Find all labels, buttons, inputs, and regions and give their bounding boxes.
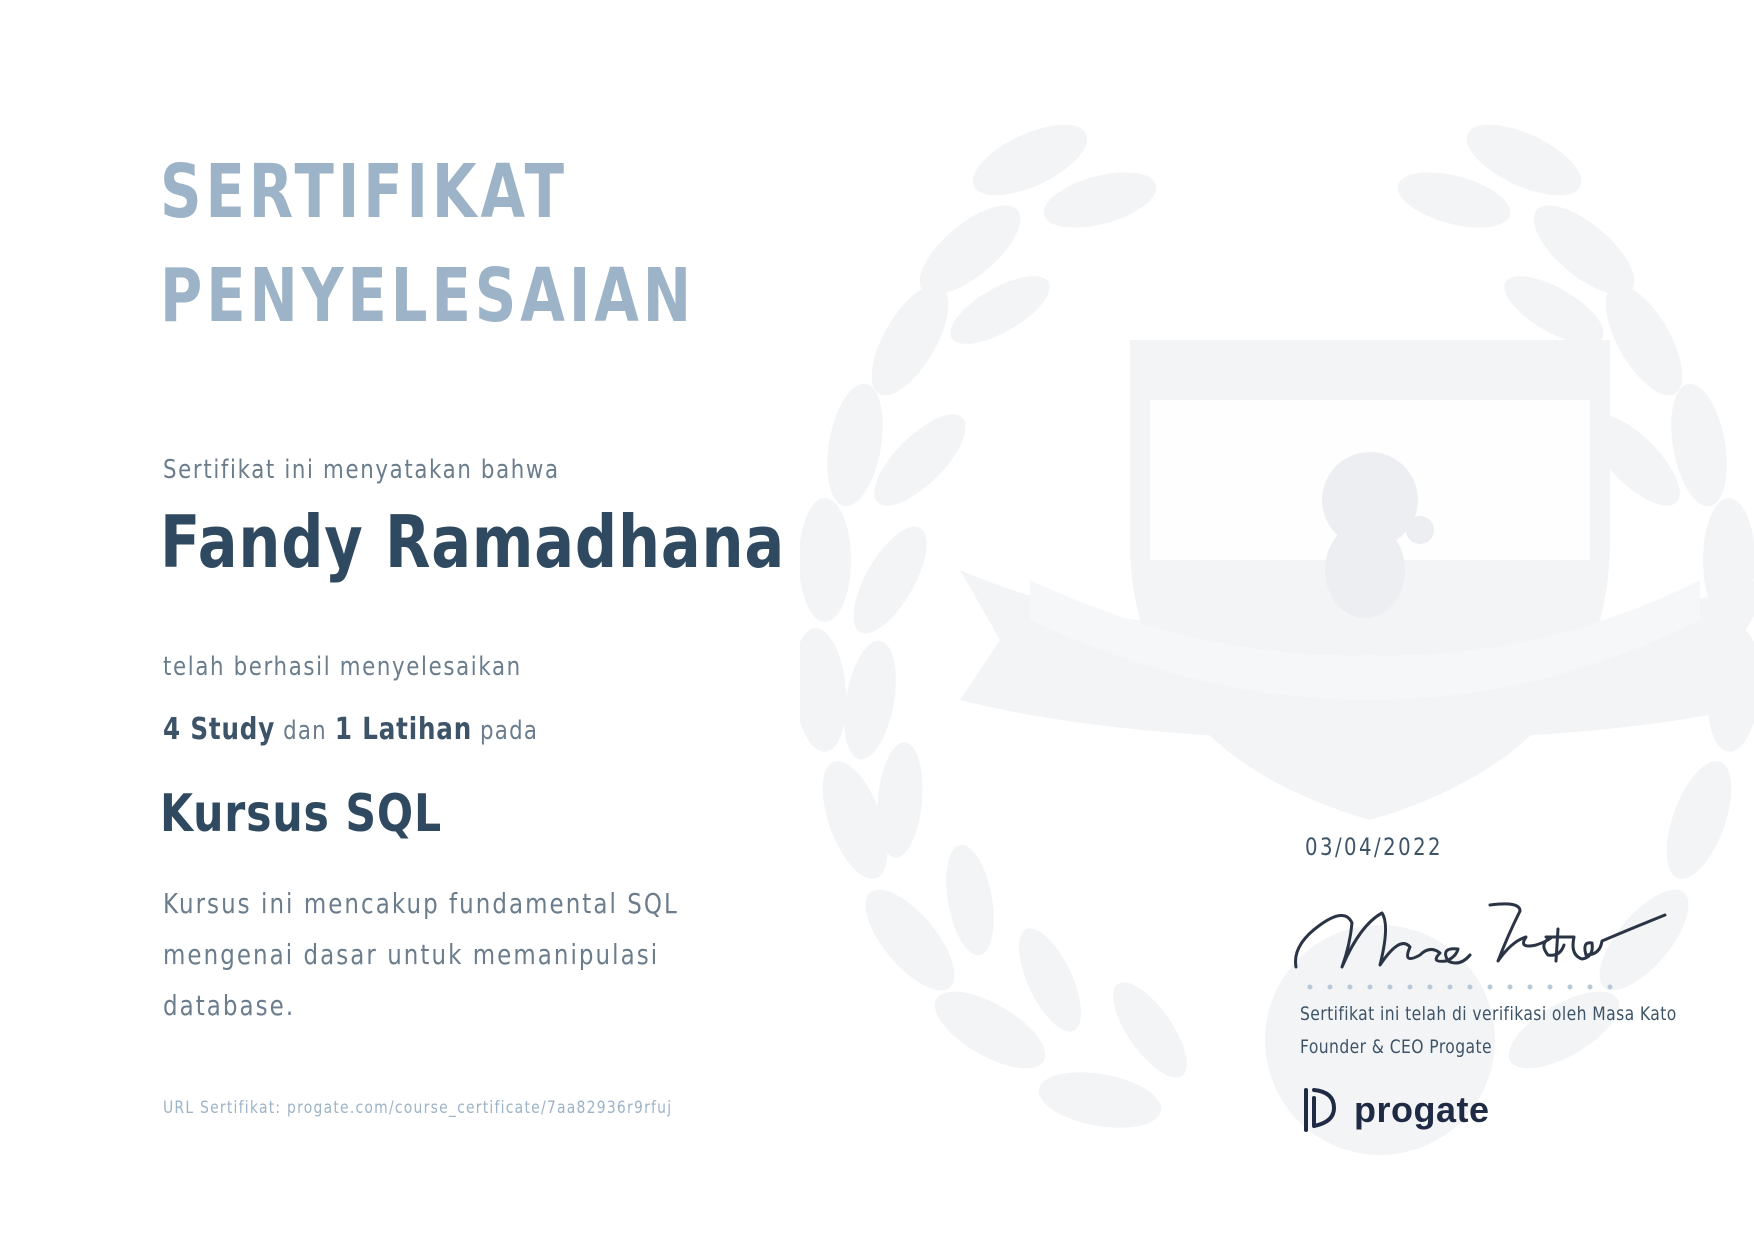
logo-text: progate (1354, 1089, 1490, 1130)
counts-suffix: pada (480, 716, 539, 746)
description-line-3: database. (163, 989, 296, 1022)
recipient-name: Fandy Ramadhana (160, 500, 786, 584)
certificate-date: 03/04/2022 (1305, 833, 1444, 861)
exercise-count: 1 Latihan (334, 712, 473, 747)
certificate-url: URL Sertifikat: progate.com/course_certificate/7aa82936r9rfuj (163, 1098, 673, 1118)
course-name: Kursus SQL (160, 784, 442, 844)
verification-line-2: Founder & CEO Progate (1300, 1036, 1493, 1058)
course-description (163, 878, 679, 1031)
intro-text: Sertifikat ini menyatakan bahwa (163, 455, 560, 485)
title-line-1: SERTIFIKAT (160, 149, 568, 235)
description-line-2: mengenai dasar untuk memanipulasi (163, 938, 660, 971)
progate-logo (1300, 1085, 1490, 1135)
completion-counts (163, 712, 538, 747)
title-line-2: PENYELESAIAN (160, 253, 695, 339)
counts-conjunction: dan (283, 716, 327, 746)
signature-icon (1290, 885, 1670, 995)
study-count: 4 Study (163, 712, 276, 747)
verification-line-1: Sertifikat ini telah di verifikasi oleh Masa Kato (1300, 1003, 1677, 1025)
progate-logo-icon (1300, 1086, 1340, 1134)
certificate-title (160, 140, 695, 348)
description-line-1: Kursus ini mencakup fundamental SQL (163, 887, 679, 920)
completed-text: telah berhasil menyelesaikan (163, 652, 522, 682)
verification-text (1300, 998, 1677, 1064)
